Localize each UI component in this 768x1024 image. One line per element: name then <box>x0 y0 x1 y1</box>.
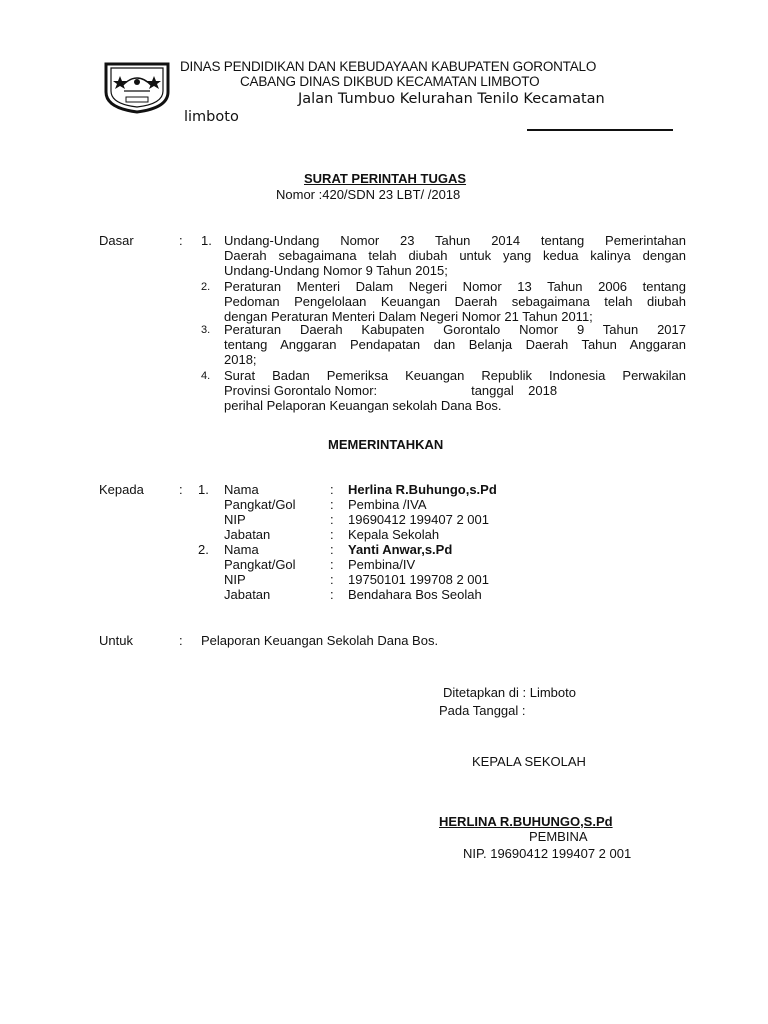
signature-name: HERLINA R.BUHUNGO,S.Pd <box>439 814 613 829</box>
person-field-label: Nama <box>224 542 259 557</box>
letterhead-branch: CABANG DINAS DIKBUD KECAMATAN LIMBOTO <box>240 74 540 89</box>
dasar-item-number: 4. <box>201 370 211 382</box>
person-field-sep: : <box>330 587 334 602</box>
kepada-label: Kepada <box>99 482 144 497</box>
person-name-value: Yanti Anwar,s.Pd <box>348 542 453 557</box>
person-field-label: NIP <box>224 512 246 527</box>
signature-rank: PEMBINA <box>529 829 588 844</box>
person-nip-value: 19750101 199708 2 001 <box>348 572 489 587</box>
person-field-label: NIP <box>224 572 246 587</box>
signature-nip: NIP. 19690412 199407 2 001 <box>463 846 632 861</box>
person-field-sep: : <box>330 527 334 542</box>
dasar-colon: : <box>179 233 183 248</box>
dasar-item-1 <box>224 233 686 278</box>
letterhead-address: Jalan Tumbuo Kelurahan Tenilo Kecamatan <box>298 91 605 107</box>
person-field-label: Jabatan <box>224 587 271 602</box>
letterhead-divider <box>527 129 673 131</box>
person-rank-value: Pembina /IVA <box>348 497 427 512</box>
dasar-item-number: 3. <box>201 324 211 336</box>
dasar-label: Dasar <box>99 233 134 248</box>
dasar-item-line: 2018; <box>224 352 257 367</box>
dasar-item-line: Peraturan Daerah Kabupaten Gorontalo Nomor 9 Tahun 2017 <box>224 322 686 337</box>
person-field-sep: : <box>330 542 334 557</box>
dasar-item-line: perihal Pelaporan Keuangan sekolah Dana Bos. <box>224 398 502 413</box>
dasar-item-line: Daerah sebagaimana telah diubah untuk yang kedua kalinya dengan <box>224 248 686 263</box>
person-rank-value: Pembina/IV <box>348 557 416 572</box>
person-field-sep: : <box>330 512 334 527</box>
person-number: 1. <box>198 482 209 497</box>
untuk-label: Untuk <box>99 633 133 648</box>
untuk-value: Pelaporan Keuangan Sekolah Dana Bos. <box>201 633 439 648</box>
dasar-item-line: Pedoman Pengelolaan Keuangan Daerah sebagaimana telah diubah <box>224 294 686 309</box>
dasar-item-line: Surat Badan Pemeriksa Keuangan Republik Indonesia Perwakilan <box>224 368 686 383</box>
memerintahkan-heading: MEMERINTAHKAN <box>328 437 444 452</box>
dasar-item-number: 2. <box>201 281 211 293</box>
regency-emblem-logo <box>102 58 172 114</box>
person-field-label: Pangkat/Gol <box>224 497 296 512</box>
person-field-sep: : <box>330 557 334 572</box>
person-position-value: Kepala Sekolah <box>348 527 440 542</box>
person-field-label: Jabatan <box>224 527 271 542</box>
letterhead-agency: DINAS PENDIDIKAN DAN KEBUDAYAAN KABUPATEN GORONTALO <box>180 59 597 74</box>
dasar-item-line: dengan Peraturan Menteri Dalam Negeri Nomor 21 Tahun 2011; <box>224 309 593 324</box>
dasar-item-line: Peraturan Menteri Dalam Negeri Nomor 13 Tahun 2006 tentang <box>224 279 686 294</box>
dasar-item-number: 1. <box>201 233 212 248</box>
signature-date: Pada Tanggal : <box>439 703 526 718</box>
dasar-item-line: tentang Anggaran Pendapatan dan Belanja Daerah Tahun Anggaran <box>224 337 686 352</box>
person-field-sep: : <box>330 572 334 587</box>
dasar-item-2 <box>224 279 686 324</box>
person-field-label: Nama <box>224 482 259 497</box>
dasar-item-4 <box>224 368 686 413</box>
signature-place: Ditetapkan di : Limboto <box>443 685 576 700</box>
person-field-sep: : <box>330 482 334 497</box>
person-nip-value: 19690412 199407 2 001 <box>348 512 489 527</box>
person-number: 2. <box>198 542 209 557</box>
document-number: Nomor :420/SDN 23 LBT/ /2018 <box>276 187 461 202</box>
dasar-item-line: Undang-Undang Nomor 23 Tahun 2014 tentang Pemerintahan <box>224 233 686 248</box>
dasar-item-line: Provinsi Gorontalo Nomor: tanggal 2018 <box>224 383 558 398</box>
letterhead-address-city: limboto <box>184 109 239 125</box>
person-position-value: Bendahara Bos Seolah <box>348 587 482 602</box>
person-field-label: Pangkat/Gol <box>224 557 296 572</box>
person-field-sep: : <box>330 497 334 512</box>
dasar-item-3 <box>224 322 686 367</box>
signature-position: KEPALA SEKOLAH <box>472 754 586 769</box>
document-title: SURAT PERINTAH TUGAS <box>304 171 467 186</box>
kepada-colon: : <box>179 482 183 497</box>
person-name-value: Herlina R.Buhungo,s.Pd <box>348 482 497 497</box>
dasar-item-line: Undang-Undang Nomor 9 Tahun 2015; <box>224 263 448 278</box>
untuk-colon: : <box>179 633 183 648</box>
